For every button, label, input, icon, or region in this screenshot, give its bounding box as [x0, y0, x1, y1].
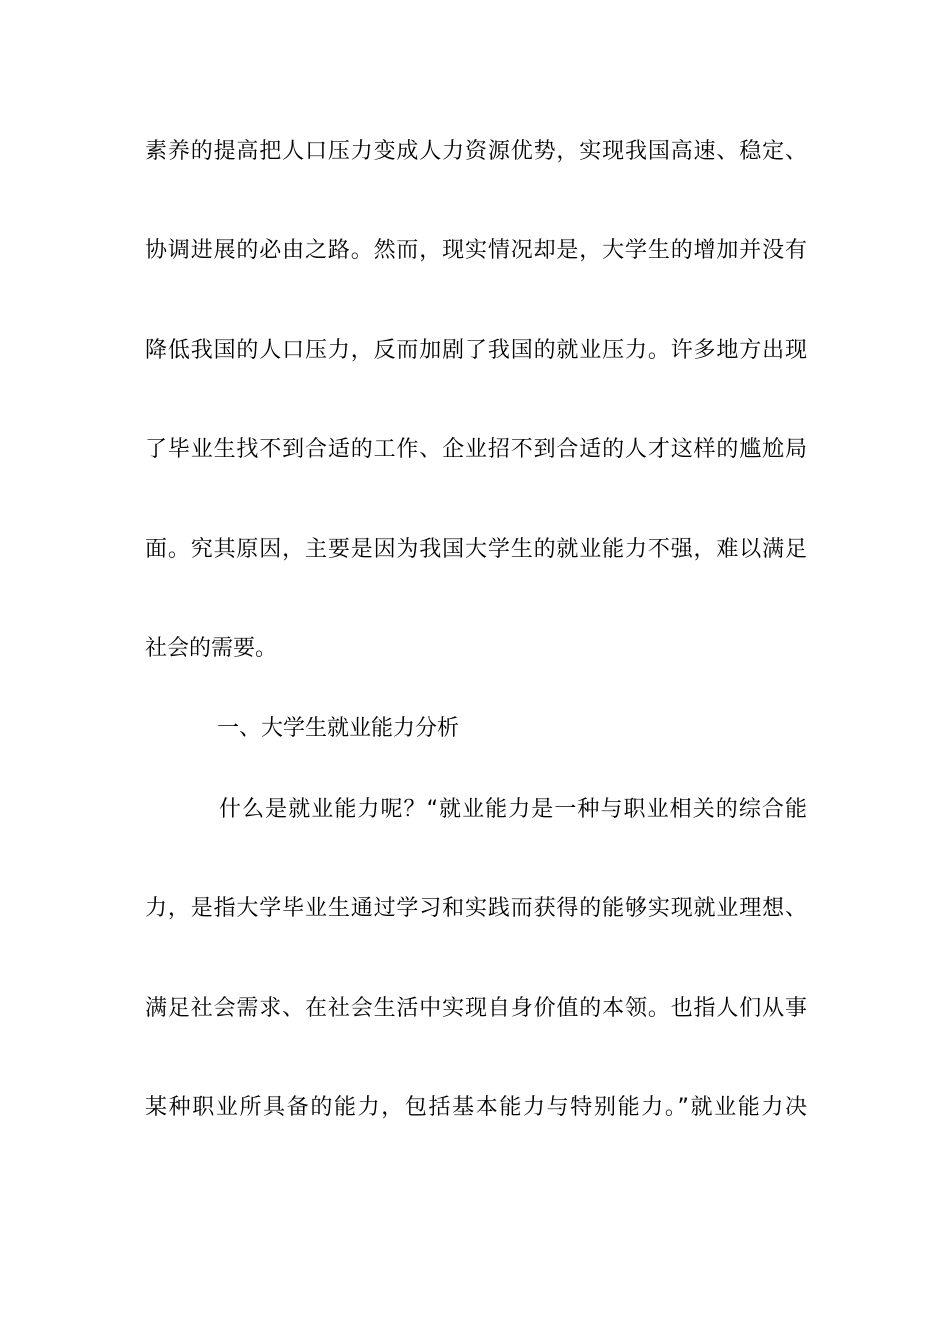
paragraph-line: 满足社会需求、在社会生活中实现自身价值的本领。也指人们从事: [145, 996, 807, 1021]
paragraph-line: 素养的提高把人口压力变成人力资源优势，实现我国高速、稳定、: [145, 139, 807, 164]
paragraph-line: 面。究其原因，主要是因为我国大学生的就业能力不强，难以满足: [145, 537, 807, 562]
paragraph-line: 力，是指大学毕业生通过学习和实践而获得的能够实现就业理想、: [145, 896, 807, 921]
paragraph-line: 社会的需要。: [145, 636, 278, 661]
paragraph-line: 了毕业生找不到合适的工作、企业招不到合适的人才这样的尴尬局: [145, 437, 807, 462]
section-heading: 一、大学生就业能力分析: [217, 716, 460, 741]
paragraph-line: 降低我国的人口压力，反而加剧了我国的就业压力。许多地方出现: [145, 338, 807, 363]
paragraph-line: 某种职业所具备的能力，包括基本能力与特别能力。”就业能力决: [145, 1095, 807, 1120]
paragraph-line: 什么是就业能力呢？“就业能力是一种与职业相关的综合能: [219, 797, 807, 822]
paragraph-line: 协调进展的必由之路。然而，现实情况却是，大学生的增加并没有: [145, 238, 807, 263]
